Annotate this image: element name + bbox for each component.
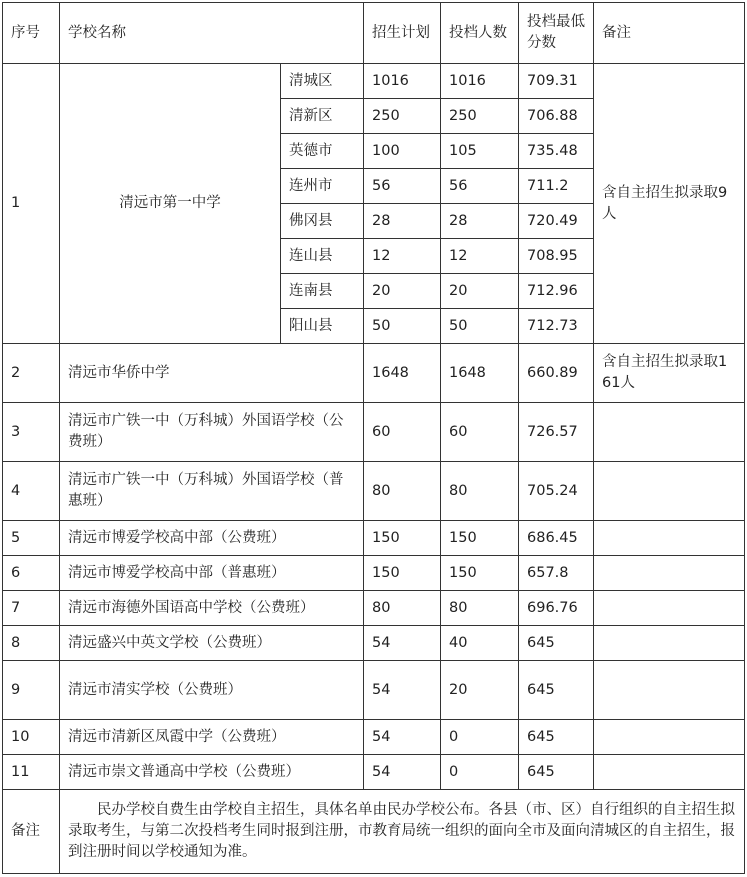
applicant-count: 12 [441, 239, 519, 274]
table-row [3, 556, 745, 591]
footnote-text: 民办学校自费生由学校自主招生，具体名单由民办学校公布。各县（市、区）自行组织的自主招生拟录取考生，与第二次投档考生同时报到注册，市教育局统一组织的面向全市及面向清城区的自主招生，报到注册时间以学校通知为准。 [60, 790, 745, 874]
min-score: 657.8 [519, 556, 594, 591]
remark [594, 720, 745, 755]
school-name: 清远市广铁一中（万科城）外国语学校（普惠班） [60, 462, 364, 521]
header-index: 序号 [3, 3, 60, 64]
plan-count: 100 [364, 134, 441, 169]
table-row [3, 462, 745, 521]
applicant-count: 250 [441, 99, 519, 134]
min-score: 726.57 [519, 403, 594, 462]
min-score: 645 [519, 626, 594, 661]
min-score: 706.88 [519, 99, 594, 134]
district-name: 连州市 [281, 169, 364, 204]
school-name: 清远市清新区凤霞中学（公费班） [60, 720, 364, 755]
footnote-row [3, 790, 745, 874]
remark [594, 403, 745, 462]
plan-count: 60 [364, 403, 441, 462]
applicant-count: 28 [441, 204, 519, 239]
applicant-count: 1016 [441, 64, 519, 99]
plan-count: 54 [364, 755, 441, 790]
header-applicants: 投档人数 [441, 3, 519, 64]
plan-count: 50 [364, 309, 441, 344]
plan-count: 80 [364, 591, 441, 626]
row-index: 5 [3, 521, 60, 556]
header-school: 学校名称 [60, 3, 364, 64]
header-min-score: 投档最低分数 [519, 3, 594, 64]
plan-count: 12 [364, 239, 441, 274]
plan-count: 250 [364, 99, 441, 134]
applicant-count: 0 [441, 720, 519, 755]
row-index: 6 [3, 556, 60, 591]
header-remark: 备注 [594, 3, 745, 64]
table-row [3, 521, 745, 556]
applicant-count: 1648 [441, 344, 519, 403]
district-name: 佛冈县 [281, 204, 364, 239]
plan-count: 1648 [364, 344, 441, 403]
table-row [3, 344, 745, 403]
remark [594, 521, 745, 556]
applicant-count: 80 [441, 462, 519, 521]
min-score: 645 [519, 755, 594, 790]
applicant-count: 60 [441, 403, 519, 462]
plan-count: 54 [364, 626, 441, 661]
table-row [3, 591, 745, 626]
plan-count: 150 [364, 556, 441, 591]
table-row [3, 661, 745, 720]
min-score: 712.96 [519, 274, 594, 309]
district-name: 连山县 [281, 239, 364, 274]
school-name: 清远市清实学校（公费班） [60, 661, 364, 720]
applicant-count: 40 [441, 626, 519, 661]
table-row [3, 720, 745, 755]
header-row [3, 3, 745, 64]
school-name: 清远市博爱学校高中部（普惠班） [60, 556, 364, 591]
min-score: 720.49 [519, 204, 594, 239]
school-name: 清远市广铁一中（万科城）外国语学校（公费班） [60, 403, 364, 462]
remark [594, 755, 745, 790]
remark [594, 462, 745, 521]
school-name: 清远市华侨中学 [60, 344, 364, 403]
table-row [3, 403, 745, 462]
plan-count: 54 [364, 720, 441, 755]
min-score: 645 [519, 720, 594, 755]
min-score: 735.48 [519, 134, 594, 169]
school-name: 清远市崇文普通高中学校（公费班） [60, 755, 364, 790]
school-name: 清远盛兴中英文学校（公费班） [60, 626, 364, 661]
min-score: 686.45 [519, 521, 594, 556]
school-name: 清远市海德外国语高中学校（公费班） [60, 591, 364, 626]
district-name: 清新区 [281, 99, 364, 134]
applicant-count: 150 [441, 521, 519, 556]
min-score: 696.76 [519, 591, 594, 626]
plan-count: 54 [364, 661, 441, 720]
admission-table [2, 2, 745, 874]
row-index: 2 [3, 344, 60, 403]
row-index: 3 [3, 403, 60, 462]
remark [594, 591, 745, 626]
district-name: 连南县 [281, 274, 364, 309]
min-score: 660.89 [519, 344, 594, 403]
school-name: 清远市第一中学 [60, 64, 281, 344]
remark [594, 556, 745, 591]
table-row [3, 626, 745, 661]
applicant-count: 0 [441, 755, 519, 790]
remark [594, 626, 745, 661]
district-name: 英德市 [281, 134, 364, 169]
min-score: 645 [519, 661, 594, 720]
plan-count: 56 [364, 169, 441, 204]
min-score: 711.2 [519, 169, 594, 204]
min-score: 709.31 [519, 64, 594, 99]
district-name: 清城区 [281, 64, 364, 99]
applicant-count: 20 [441, 661, 519, 720]
plan-count: 150 [364, 521, 441, 556]
row-index: 9 [3, 661, 60, 720]
applicant-count: 150 [441, 556, 519, 591]
min-score: 712.73 [519, 309, 594, 344]
min-score: 708.95 [519, 239, 594, 274]
row-index: 8 [3, 626, 60, 661]
school-name: 清远市博爱学校高中部（公费班） [60, 521, 364, 556]
plan-count: 20 [364, 274, 441, 309]
applicant-count: 20 [441, 274, 519, 309]
footnote-label: 备注 [3, 790, 60, 874]
min-score: 705.24 [519, 462, 594, 521]
row-index: 4 [3, 462, 60, 521]
plan-count: 1016 [364, 64, 441, 99]
remark: 含自主招生拟录取9人 [594, 64, 745, 344]
remark [594, 661, 745, 720]
plan-count: 28 [364, 204, 441, 239]
row-index: 1 [3, 64, 60, 344]
row-index: 10 [3, 720, 60, 755]
header-plan: 招生计划 [364, 3, 441, 64]
row-index: 7 [3, 591, 60, 626]
district-name: 阳山县 [281, 309, 364, 344]
row-index: 11 [3, 755, 60, 790]
applicant-count: 56 [441, 169, 519, 204]
plan-count: 80 [364, 462, 441, 521]
table-row [3, 64, 745, 99]
applicant-count: 50 [441, 309, 519, 344]
applicant-count: 80 [441, 591, 519, 626]
table-row [3, 755, 745, 790]
applicant-count: 105 [441, 134, 519, 169]
remark: 含自主招生拟录取161人 [594, 344, 745, 403]
